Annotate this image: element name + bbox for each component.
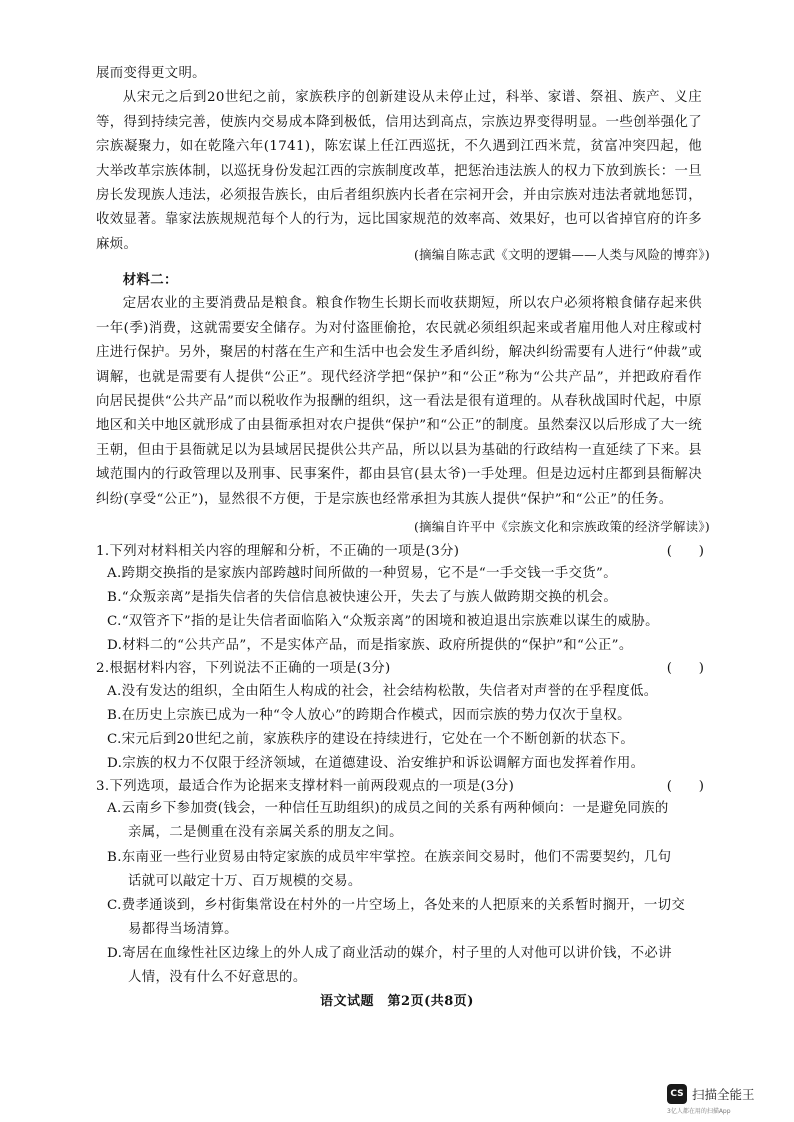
question-1-option-b: B.“众叛亲离”是指失信者的失信信息被快速公开，失去了与族人做跨期交换的机会。 <box>107 590 618 605</box>
question-3-option-c-line2: 易都得当场清算。 <box>128 922 238 938</box>
question-1-option-c: C.“双管齐下”指的是让失信者面临陷入“众叛亲离”的困境和被迫退出宗族难以谋生的威胁。 <box>107 614 659 629</box>
question-3-option-b-line1: B.东南亚一些行业贸易由特定家族的成员牢牢掌控。在族亲间交易时，他们不需要契约，几句 <box>107 850 672 865</box>
question-3-option-d-line2: 人情，没有什么不好意思的。 <box>128 970 307 986</box>
question-1-answer-blank: ( ) <box>666 544 704 559</box>
passage-2-source: (摘编自许平中《宗族文化和宗族政策的经济学解读》) <box>414 519 710 534</box>
passage-2-paragraph: 定居农业的主要消费品是粮食。粮食作物生长期长而收获期短，所以农户必须将粮食储存起来供一年(季)消费，这就需要安全储存。为对付盗匪偷抢，农民就必须组织起来或者雇用他人对庄稼或村庄进行保护。另外，聚居的村落在生产和生活中也会发生矛盾纠纷，解决纠纷需要有人进行“仲裁”或调解，也就是需要有人提供“公正”。现代经济学把“保护”和“公正”称为“公共产品”，并把政府看作向居民提供“公共产品”而以税收作为报酬的组织，这一看法是很有道理的。从春秋战国时代起，中原地区和关中地区就形成了由县衙承担对农户提供“保护”和“公正”的制度。虽然秦汉以后形成了大一统王朝，但由于县衙就足以为县域居民提供公共产品，所以以县为基础的行政结构一直延续了下来。县域范围内的行政管理以及刑事、民事案件，都由县官(县太爷)一手处理。但是边远村庄都到县衙解决纠纷(享受“公正”)，显然很不方便，于是宗族也经常承担为其族人提供“保护”和“公正”的任务。 <box>96 296 702 507</box>
passage-1-paragraph: 从宋元之后到20世纪之前，家族秩序的创新建设从未停止过，科举、家谱、祭祖、族产、义庄等，得到持续完善，使族内交易成本降到极低，信用达到高点，宗族边界变得明显。一些创举强化了宗族凝聚力，如在乾隆六年(1741)，陈宏谋上任江西巡抚，不久遇到江西米荒，贫富冲突四起，他大举改革宗族体制，以巡抚身份发起江西的宗族制度改革，把惩治违法族人的权力下放到族长：一旦房长发现族人违法，必须报告族长，由后者组织族内长者在宗祠开会，并由宗族对违法者就地惩罚，收效显著。靠家法族规规范每个人的行为，远比国家规范的效率高、效果好，也可以省掉官府的许多麻烦。 <box>96 90 702 252</box>
watermark-app-name: 扫描全能王 <box>692 1087 755 1102</box>
question-3-option-c-line1: C.费孝通谈到，乡村街集常设在村外的一片空场上，各处来的人把原来的关系暂时搁开，一切交 <box>107 898 686 913</box>
question-3-option-a <box>107 797 702 846</box>
question-3-answer-blank: ( ) <box>666 779 704 794</box>
passage-1-source: (摘编自陈志武《文明的逻辑——人类与风险的博弈》) <box>414 247 710 262</box>
question-1-option-a: A.跨期交换指的是家族内部跨越时间所做的一种贸易，它不是“一手交钱一手交货”。 <box>107 566 617 581</box>
question-3-option-a-line2: 亲属，二是侧重在没有亲属关系的朋友之间。 <box>128 825 403 841</box>
question-2-option-d: D.宗族的权力不仅限于经济领域，在道德建设、治安维护和诉讼调解方面也发挥着作用。 <box>107 756 645 771</box>
question-3-option-d-line1: D.寄居在血缘性社区边缘上的外人成了商业活动的媒介，村子里的人对他可以讲价钱，不必讲 <box>107 946 672 961</box>
question-1-stem: 1.下列对材料相关内容的理解和分析，不正确的一项是(3分) <box>96 544 460 559</box>
question-2-option-a: A.没有发达的组织，全由陌生人构成的社会，社会结构松散，失信者对声誉的在乎程度低。 <box>107 684 658 699</box>
passage-2 <box>96 268 702 512</box>
watermark-tagline: 3亿人都在用的扫描App <box>667 1108 731 1115</box>
question-3-stem: 3.下列选项，最适合作为论据来支撑材料一前两段观点的一项是(3分) <box>96 779 515 794</box>
question-3-option-c <box>107 894 702 943</box>
passage-1-line0: 展而变得更文明。 <box>96 66 206 81</box>
question-2-stem: 2.根据材料内容，下列说法不正确的一项是(3分) <box>96 661 391 676</box>
question-2-option-b: B.在历史上宗族已成为一种“令人放心”的跨期合作模式，因而宗族的势力仅次于皇权。 <box>107 708 631 723</box>
question-2-option-c: C.宋元后到20世纪之前，家族秩序的建设在持续进行，它处在一个不断创新的状态下。 <box>107 732 635 747</box>
passage-1 <box>96 62 702 257</box>
question-3-option-b-line2: 话就可以敲定十万、百万规模的交易。 <box>128 874 362 890</box>
material-2-title: 材料二： <box>122 272 178 288</box>
question-3-option-b <box>107 846 702 895</box>
question-3-option-a-line1: A.云南乡下参加赍(钱会，一种信任互助组织)的成员之间的关系有两种倾向：一是避免同族的 <box>107 801 669 816</box>
camscanner-logo-icon: CS <box>667 1084 687 1104</box>
scanner-watermark <box>667 1084 755 1104</box>
question-3-option-d <box>107 942 702 991</box>
question-2-answer-blank: ( ) <box>666 661 704 676</box>
page-footer: 语文试题 第2页(共8页) <box>320 994 474 1009</box>
question-1-option-d: D.材料二的“公共产品”，不是实体产品，而是指家族、政府所提供的“保护”和“公正”。 <box>107 638 633 653</box>
